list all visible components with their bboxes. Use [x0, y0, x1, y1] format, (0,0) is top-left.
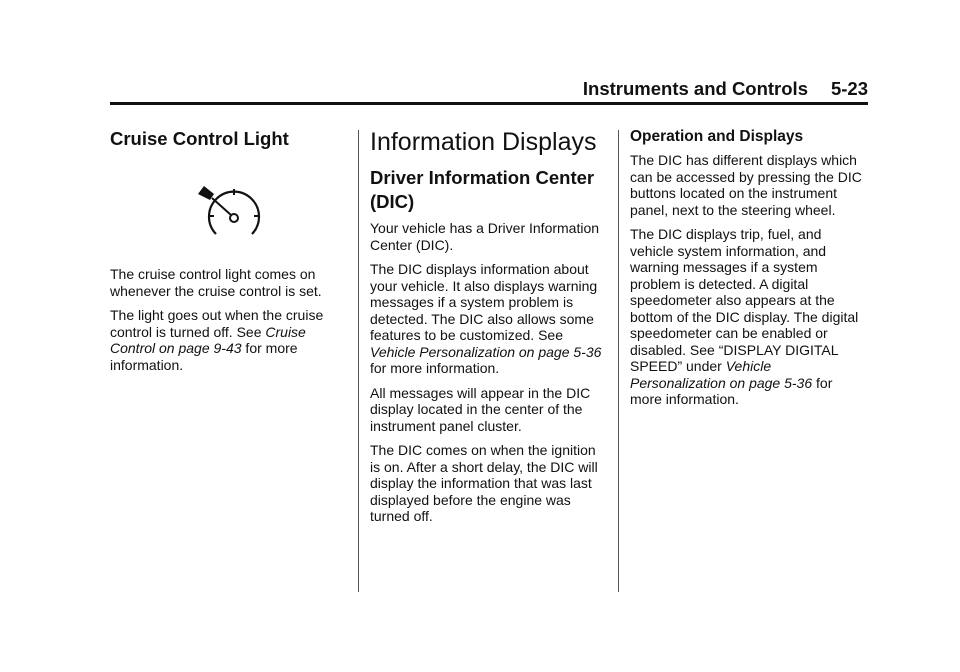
column-operation-and-displays [630, 128, 868, 416]
subsection-heading: Operation and Displays [630, 128, 804, 145]
paragraph: The cruise control light comes on whenever the cruise control is set. [110, 266, 322, 299]
paragraph: The DIC displays information about your vehicle. It also displays warning messages if a system problem is detected. The DIC also allows some features to be customized. See Vehicle Personalization on page 5-36 for more information. [370, 261, 602, 376]
cross-reference-link[interactable]: Cruise Control on page 9-43 [110, 323, 306, 356]
paragraph: The light goes out when the cruise control is turned off. See Cruise Control on page 9-43 for more information. [110, 307, 324, 373]
column-divider [618, 130, 619, 592]
cross-reference-link[interactable]: Vehicle Personalization on page 5-36 [630, 358, 813, 391]
paragraph: All messages will appear in the DIC display located in the center of the instrument panel cluster. [370, 384, 591, 434]
column-information-displays [370, 128, 608, 533]
page-section-title: Information Displays [370, 128, 597, 156]
column-divider [358, 130, 359, 592]
column-cruise-control [110, 128, 342, 388]
page-number: 5-23 [830, 78, 868, 99]
header-rule [110, 102, 868, 105]
paragraph: The DIC has different displays which can be accessed by pressing the DIC buttons located on the instrument panel, next to the steering wheel. [630, 152, 862, 218]
paragraph: The DIC comes on when the ignition is on. After a short delay, the DIC will display the information that was last displayed before the engine was turned off. [370, 442, 598, 524]
subsection-heading: Driver Information Center (DIC) [370, 167, 595, 212]
header-title: Instruments and Controls [582, 78, 808, 99]
cross-reference-link[interactable]: Vehicle Personalization on page 5-36 [370, 343, 602, 360]
paragraph: The DIC displays trip, fuel, and vehicle system information, and warning messages if a system problem is detected. A digital speedometer also appears at the bottom of the DIC display. The digital speedometer can be enabled or disabled. See “DISPLAY DIGITAL SPEED” under Vehicle Personalization on page 5-36 for more information. [630, 226, 859, 407]
paragraph: Your vehicle has a Driver Information Center (DIC). [370, 220, 600, 253]
section-body [110, 266, 342, 381]
cruise-control-speedometer-icon [194, 180, 266, 242]
section-heading: Cruise Control Light [110, 128, 289, 149]
